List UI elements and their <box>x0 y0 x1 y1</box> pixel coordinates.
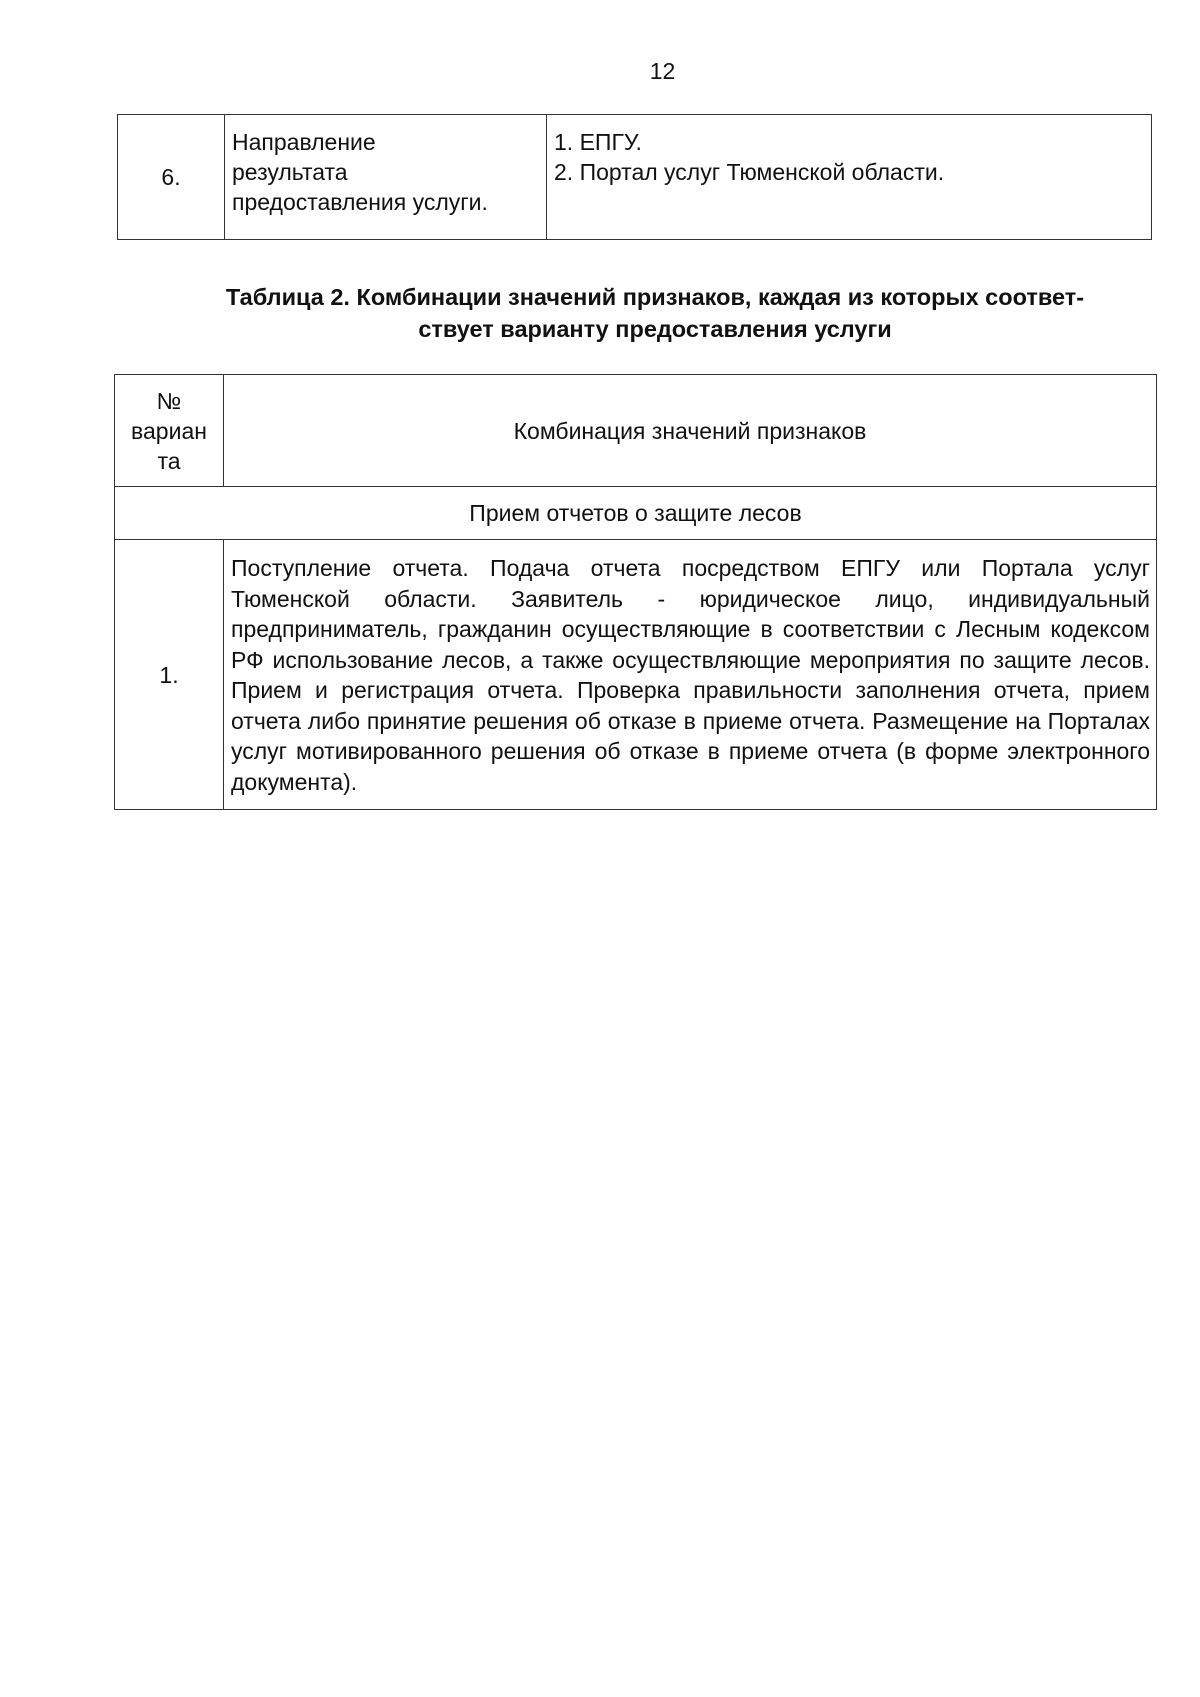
header-combination: Комбинация значений признаков <box>224 375 1157 487</box>
caption-line: Таблица 2. Комбинации значений признаков, каждая из которых соответ- <box>225 284 1085 310</box>
table-header-row <box>115 375 1157 487</box>
parameter-value-line: 1. ЕПГУ. <box>554 129 642 155</box>
parameter-name-cell <box>225 115 547 240</box>
service-parameters-table <box>117 114 1152 240</box>
table-caption <box>160 281 1150 345</box>
table-row <box>118 115 1152 240</box>
variant-combinations-table <box>114 374 1157 810</box>
variant-number: 1. <box>115 540 224 810</box>
page-number: 12 <box>649 58 676 84</box>
header-num-line: вариан <box>131 417 207 444</box>
parameter-name-line: Направление <box>232 129 376 155</box>
row-number: 6. <box>118 115 225 240</box>
parameter-name-line: предоставления услуги. <box>232 189 488 215</box>
parameter-value-cell <box>547 115 1152 240</box>
table-row <box>115 540 1157 810</box>
header-variant-number <box>115 375 224 487</box>
variant-description: Поступление отчета. Подача отчета посредством ЕПГУ или Портала услуг Тюменской области. Заявитель - юридическое лицо, индивидуальный предприниматель, гражданин осуществляющие в соответствии с Лесным кодексом РФ использование лесов, а также осуществляющие мероприятия по защите лесов. Прием и регистрация отчета. Проверка правильности заполнения отчета, прием отчета либо принятие решения об отказе в приеме отчета. Размещение на Порталах услуг мотивированного решения об отказе в приеме отчета (в форме электронного документа). <box>224 540 1157 810</box>
header-num-line: № <box>156 387 182 414</box>
section-row <box>115 487 1157 540</box>
parameter-name-line: результата <box>232 159 348 185</box>
header-num-line: та <box>157 447 181 474</box>
parameter-value-line: 2. Портал услуг Тюменской области. <box>554 159 945 185</box>
section-title: Прием отчетов о защите лесов <box>115 487 1157 540</box>
caption-line: ствует варианту предоставления услуги <box>418 316 892 342</box>
